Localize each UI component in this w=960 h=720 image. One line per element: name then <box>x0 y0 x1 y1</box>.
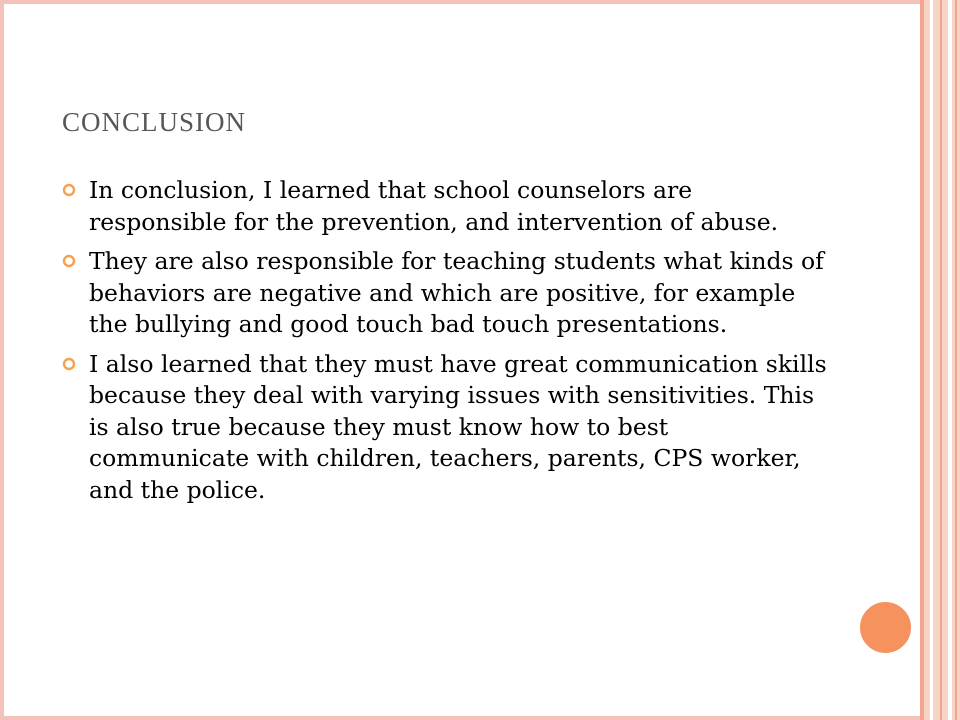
decorative-stripe <box>930 0 933 720</box>
bullet-item-3 <box>62 349 832 507</box>
decorative-stripe <box>940 0 942 720</box>
bullet-item-1 <box>62 175 832 238</box>
bullet-text: They are also responsible for teaching students what kinds of behaviors are negative and which are positive, for example the bullying and good touch bad touch presentations. <box>89 247 824 338</box>
bullet-text: I also learned that they must have great communication skills because they deal with varying issues with sensitivities. This is also true because they must know how to best communicate with children, teachers, parents, CPS worker, and the police. <box>89 349 827 504</box>
bullet-list <box>62 175 832 514</box>
slide-frame-bottom <box>0 716 920 720</box>
decorative-stripe <box>955 0 957 720</box>
bullet-item-2 <box>62 246 832 341</box>
hollow-circle-bullet-icon <box>62 357 76 371</box>
decorative-stripe <box>920 0 924 720</box>
hollow-circle-bullet-icon <box>62 254 76 268</box>
bullet-text: In conclusion, I learned that school counselors are responsible for the prevention, and intervention of abuse. <box>89 176 779 236</box>
decorative-accent-circle <box>857 599 914 656</box>
hollow-circle-bullet-icon <box>62 183 76 197</box>
slide-title: CONCLUSION <box>62 107 247 137</box>
decorative-stripe <box>948 0 952 720</box>
slide-frame-left <box>0 0 4 720</box>
slide-frame-top <box>0 0 920 4</box>
